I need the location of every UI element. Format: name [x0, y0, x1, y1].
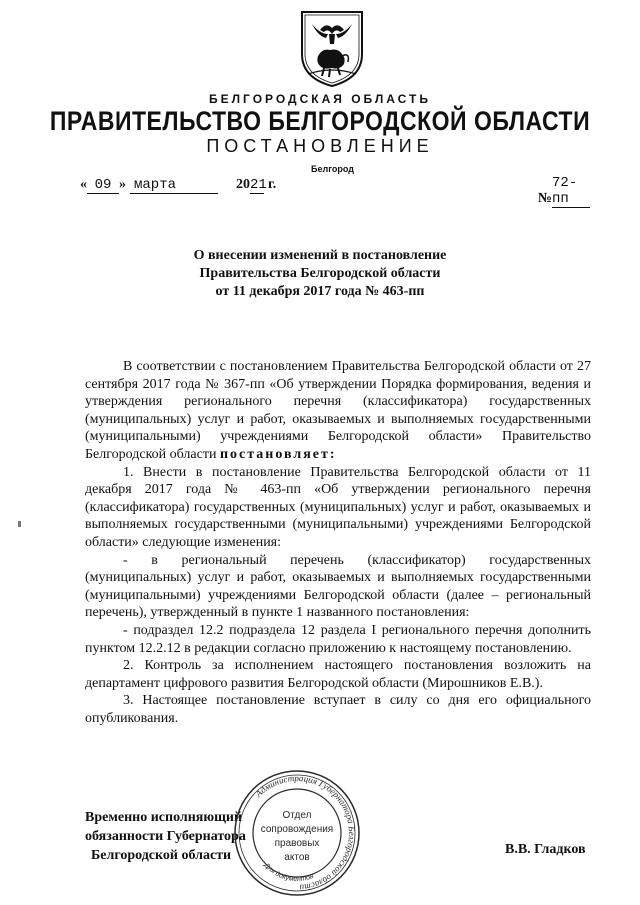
number-sign: № [537, 191, 552, 206]
date-year-suffix: 21 [250, 177, 267, 193]
document-number [538, 175, 590, 208]
document-subject [0, 247, 640, 301]
stamp-bottom-text: Для документов [262, 862, 315, 884]
signatory-name: В.В. Гладков [505, 842, 586, 857]
resolves-word: постановляет: [219, 446, 337, 462]
stamp-line-1: Отдел [282, 810, 312, 821]
date-year-unit: г. [268, 177, 277, 192]
date-open-quote: « [80, 177, 87, 192]
stamp-line-4: актов [284, 852, 310, 863]
subject-line-2: Правительства Белгородской области [199, 266, 441, 281]
item-1-subitem: - в региональный перечень (классификатор) государственных (муниципальных) услуг и работ, оказываемых и выполняемых государственными (муниципальными) учреждениями Белгородской области (далее – региональный перечень), утвержденный в пункте 1 названного постановления: [85, 552, 591, 621]
position-line-2: обязанности Губернатора [85, 829, 246, 844]
government-name: ПРАВИТЕЛЬСТВО БЕЛГОРОДСКОЙ ОБЛАСТИ [49, 105, 591, 136]
subject-line-1: О внесении изменений в постановление [193, 248, 447, 263]
stamp-line-2: сопровождения [260, 824, 334, 835]
document-body [85, 358, 591, 727]
stamp-ring-text: Администрация Губернатора Белгородской области [253, 772, 358, 893]
preamble-text: В соответствии с постановлением Правительства Белгородской области от 27 сентября 2017 года № 367-пп «Об утверждении Порядка формирования, ведения и утверждения регионального перечня (классификатора) государственных (муниципальных) услуг и работ, оказываемых и выполняемых государственными (муниципальными) учреждениями Белгородской области» Правительство Белгородской области [85, 359, 591, 462]
preamble-paragraph [85, 358, 591, 464]
item-2: 2. Контроль за исполнением настоящего постановления возложить на департамент цифрового развития Белгородской области (Мирошников Е.В.). [85, 658, 591, 691]
date-day: 09 [87, 177, 119, 194]
document-type: ПОСТАНОВЛЕНИЕ [206, 136, 434, 156]
position-line-3: Белгородской области [91, 848, 232, 863]
position-line-1: Временно исполняющий [85, 810, 243, 825]
item-1-subitem-2: - подраздел 12.2 подраздела 12 раздела I регионального перечня дополнить пунктом 12.2.12 в редакции согласно приложению к настоящему постановлению. [85, 622, 591, 656]
margin-mark [18, 521, 21, 527]
date-year-prefix: 20 [236, 177, 250, 192]
official-stamp [232, 768, 362, 898]
item-3: 3. Настоящее постановление вступает в силу со дня его официального опубликования. [85, 693, 591, 726]
region-name: БЕЛГОРОДСКАЯ ОБЛАСТЬ [209, 92, 431, 106]
subject-line-3: от 11 декабря 2017 года № 463-пп [215, 284, 425, 299]
number-value: 72-пп [552, 175, 590, 208]
date-close-quote: » [119, 177, 126, 192]
date-number-line [80, 175, 590, 207]
item-1: 1. Внести в постановление Правительства Белгородской области от 11 декабря 2017 года № 463-пп «Об утверждении регионального перечня (классификатора) государственных (муниципальных) услуг и работ, оказываемых и выполняемых государственными (муниципальными) учреждениями Белгородской области» следующие изменения: [85, 464, 591, 550]
date-month: марта [130, 177, 218, 194]
coat-of-arms-emblem [298, 8, 366, 88]
city-label: Белгород [311, 164, 354, 174]
svg-text:Для документов [262, 861, 315, 883]
stamp-line-3: правовых [274, 838, 320, 849]
